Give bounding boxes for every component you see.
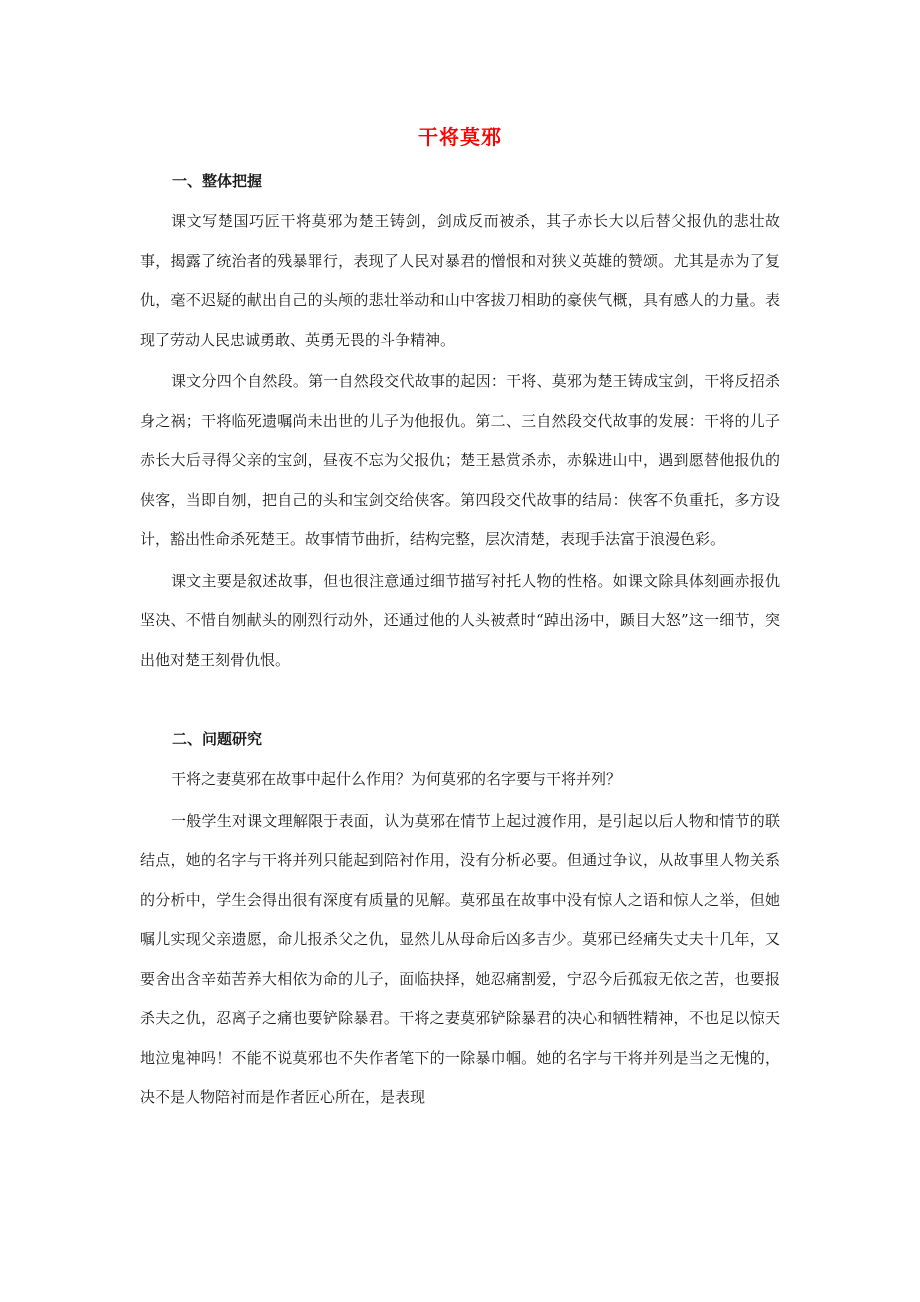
section-overview	[140, 166, 780, 680]
paragraph: 课文分四个自然段。第一自然段交代故事的起因：干将、莫邪为楚王铸成宝剑，干将反招杀身之祸；干将临死遗嘱尚未出世的儿子为他报仇。第二、三自然段交代故事的发展：干将的儿子赤长大后寻得父亲的宝剑，昼夜不忘为父报仇；楚王悬赏杀赤，赤躲进山中，遇到愿替他报仇的侠客，当即自刎，把自己的头和宝剑交给侠客。第四段交代故事的结局：侠客不负重托，多方设计，豁出性命杀死楚王。故事情节曲折，结构完整，层次清楚，表现手法富于浪漫色彩。	[140, 372, 780, 548]
paragraph: 课文写楚国巧匠干将莫邪为楚王铸剑，剑成反而被杀，其子赤长大以后替父报仇的悲壮故事，揭露了统治者的残暴罪行，表现了人民对暴君的憎恨和对狭义英雄的赞颂。尤其是赤为了复仇，毫不迟疑的献出自己的头颅的悲壮举动和山中客拔刀相助的豪侠气概，具有感人的力量。表现了劳动人民忠诚勇敢、英勇无畏的斗争精神。	[140, 212, 780, 349]
paragraph: 一般学生对课文理解限于表面，认为莫邪在情节上起过渡作用，是引起以后人物和情节的联结点，她的名字与干将并列只能起到陪衬作用，没有分析必要。但通过争议，从故事里人物关系的分析中，学生会得出很有深度有质量的见解。莫邪虽在故事中没有惊人之语和惊人之举，但她嘱儿实现父亲遗愿，命儿报杀父之仇，显然儿从母命后凶多吉少。莫邪已经痛失丈夫十几年，又要舍出含辛茹苦养大相依为命的儿子，面临抉择，她忍痛割爱，宁忍今后孤寂无依之苦，也要报杀夫之仇，忍离子之痛也要铲除暴君。干将之妻莫邪铲除暴君的决心和牺牲精神，不也足以惊天地泣鬼神吗！不能不说莫邪也不失作者笔下的一除暴巾帼。她的名字与干将并列是当之无愧的，决不是人物陪衬而是作者匠心所在，是表现	[140, 811, 780, 1106]
section-heading: 一、整体把握	[172, 172, 263, 190]
paragraph: 课文主要是叙述故事，但也很注意通过细节描写衬托人物的性格。如课文除具体刻画赤报仇坚决、不惜自刎献头的刚烈行动外，还通过他的人头被煮时“踔出汤中，踬目大怒”这一细节，突出他对楚王刻骨仇恨。	[140, 571, 780, 669]
paragraph: 干将之妻莫邪在故事中起什么作用？为何莫邪的名字要与干将并列？	[171, 770, 622, 788]
section-question-study	[140, 724, 780, 1118]
section-heading: 二、问题研究	[172, 730, 263, 748]
document-title: 干将莫邪	[418, 125, 502, 149]
document-body	[140, 118, 780, 1120]
section-spacer	[140, 682, 780, 724]
